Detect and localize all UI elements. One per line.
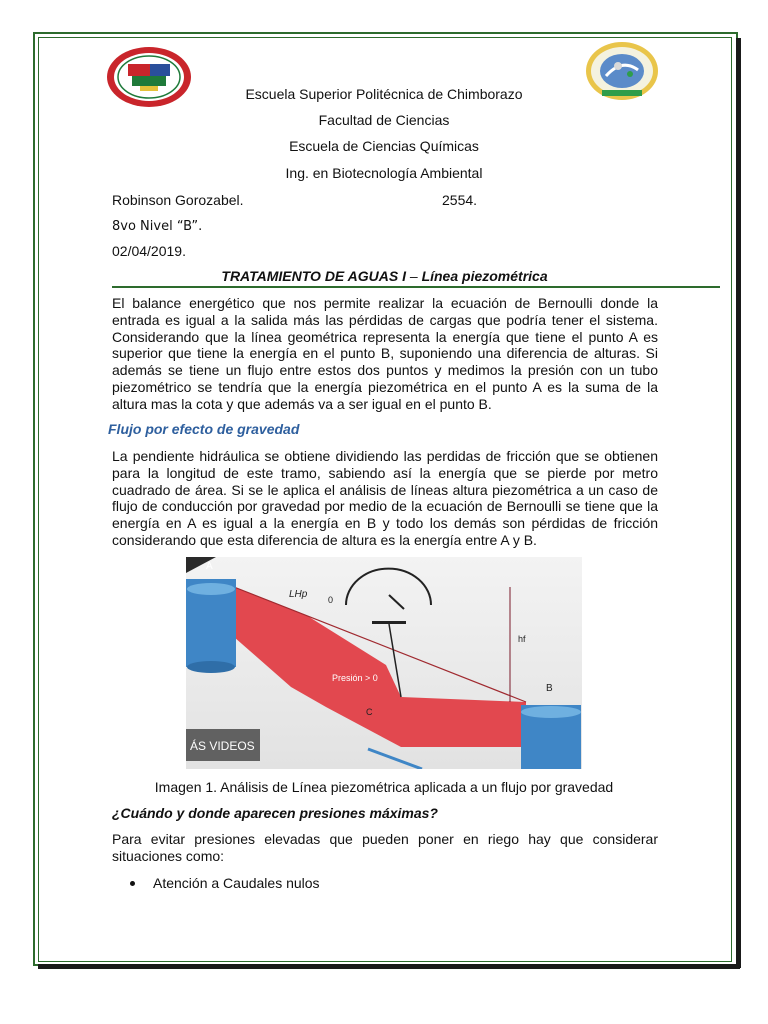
title-divider bbox=[112, 286, 720, 288]
document-title bbox=[112, 268, 657, 284]
list-item-text: Atención a Caudales nulos bbox=[153, 875, 320, 891]
title-sub: Línea piezométrica bbox=[421, 268, 548, 284]
label-c: C bbox=[366, 707, 373, 717]
label-zero: 0 bbox=[328, 595, 334, 605]
figure-caption: Imagen 1. Análisis de Línea piezométrica aplicada a un flujo por gravedad bbox=[154, 779, 614, 795]
career-name: Ing. en Biotecnología Ambiental bbox=[285, 165, 483, 181]
label-hf: hf bbox=[518, 634, 526, 644]
faculty-name: Facultad de Ciencias bbox=[318, 112, 450, 128]
page-border-shadow-bottom bbox=[38, 964, 740, 969]
label-lhp: LHp bbox=[289, 589, 308, 600]
video-overlay-text: ÁS VIDEOS bbox=[190, 739, 255, 753]
student-code: 2554. bbox=[442, 192, 478, 208]
title-dash: – bbox=[405, 268, 422, 284]
paragraph-hydraulic-slope: La pendiente hidráulica se obtiene dividiendo las perdidas de fricción que se obtienen para la longitud de este tramo, sabiendo así la energía que se pierde por metro cuadrado de área. Si se le aplica el análisis de líneas altura piezométrica a un caso de flujo de conducción por gravedad por medio de la ecuación de Bernoulli se tiene que la energía en A es igual a la energía en B y todo los demás son pérdidas de fricción considerando que esta diferencia de altura es la energía entre A y B. bbox=[112, 448, 658, 548]
school-name: Escuela de Ciencias Químicas bbox=[289, 138, 479, 154]
paragraph-bernoulli: El balance energético que nos permite realizar la ecuación de Bernoulli donde la entrada es igual a la salida más las pérdidas de cargas que podría tener el sistema. Considerando que la línea geométrica representa la energía que tiene el punto A es superior que tiene la energía en el punto B, suponiendo una diferencia de alturas. Si además se tiene un flujo entre estos dos puntos y medimos la presión con un tubo piezométrico se tendría que la energía piezométrica en el punto A es la suma de la altura mas la cota y que además va a ser igual en el punto B. bbox=[112, 295, 658, 412]
title-main: TRATAMIENTO DE AGUAS I bbox=[221, 268, 406, 284]
piezometric-line-figure bbox=[186, 557, 582, 769]
list-item bbox=[130, 875, 320, 891]
institution-name: Escuela Superior Politécnica de Chimborazo bbox=[245, 86, 523, 102]
student-name: Robinson Gorozabel. bbox=[112, 192, 244, 208]
section-question: ¿Cuándo y donde aparecen presiones máximas? bbox=[112, 805, 438, 821]
label-a: A bbox=[206, 561, 213, 572]
paragraph-situations: Para evitar presiones elevadas que pueden poner en riego hay que considerar situaciones como: bbox=[112, 831, 658, 864]
subheading-gravity-flow: Flujo por efecto de gravedad bbox=[108, 421, 300, 437]
label-pressure: Presión > 0 bbox=[332, 673, 378, 683]
student-level: 8vo Nivel “B”. bbox=[112, 219, 203, 234]
report-date: 02/04/2019. bbox=[112, 243, 186, 259]
label-b: B bbox=[546, 683, 553, 694]
bullet-icon bbox=[130, 881, 135, 886]
